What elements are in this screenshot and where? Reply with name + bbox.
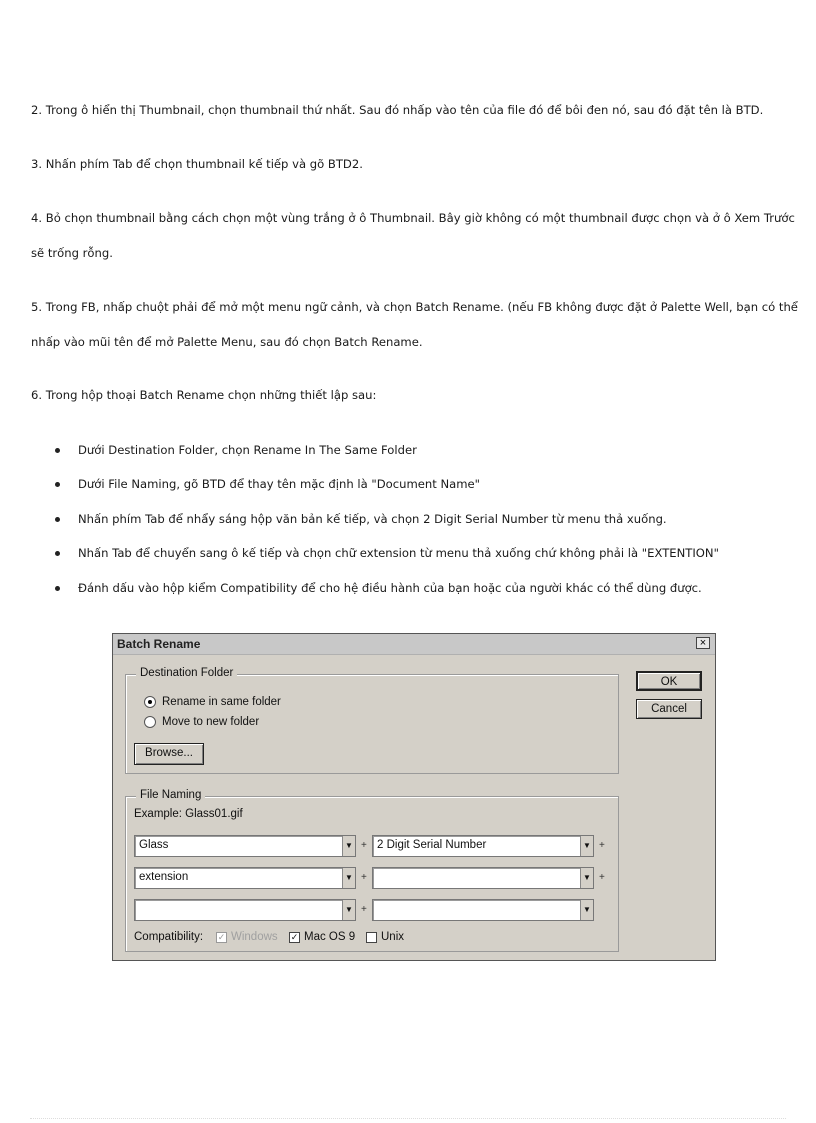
dialog-titlebar (113, 634, 715, 655)
list-item: Dưới File Naming, gõ BTD để thay tên mặc định là "Document Name" (55, 471, 719, 505)
step-5: 5. Trong FB, nhấp chuột phải để mở một menu ngữ cảnh, và chọn Batch Rename. (nếu FB không được đặt ở Palette Well, bạn có thể nhấp vào mũi tên để mở Palette Menu, sau đó chọn Batch Rename. (31, 300, 798, 349)
checkbox-unchecked-icon (366, 932, 377, 943)
settings-list (55, 437, 719, 609)
chevron-down-icon: ▼ (342, 900, 355, 920)
radio-move-new-folder[interactable]: Move to new folder (144, 716, 259, 728)
radio-rename-same-folder[interactable]: Rename in same folder (144, 696, 281, 708)
step-4: 4. Bỏ chọn thumbnail bằng cách chọn một vùng trắng ở ô Thumbnail. Bây giờ không có một thumbnail được chọn và ở ô Xem Trước sẽ trống rỗng. (31, 211, 795, 260)
list-item: Nhấn phím Tab để nhẩy sáng hộp văn bản kế tiếp, và chọn 2 Digit Serial Number từ menu thả xuống. (55, 506, 719, 540)
radio-unchecked-icon (144, 716, 156, 728)
step-2: 2. Trong ô hiển thị Thumbnail, chọn thumbnail thứ nhất. Sau đó nhấp vào tên của file đó để bôi đen nó, sau đó đặt tên là BTD. (31, 103, 764, 117)
bullet-icon (55, 482, 60, 487)
file-naming-group (125, 789, 619, 952)
destination-folder-label: Destination Folder (136, 667, 237, 679)
page-divider (30, 1118, 786, 1119)
chevron-down-icon: ▼ (580, 836, 593, 856)
step-3: 3. Nhấn phím Tab để chọn thumbnail kế tiếp và gõ BTD2. (31, 157, 363, 171)
naming-example: Example: Glass01.gif (134, 808, 243, 820)
bullet-icon (55, 586, 60, 591)
file-naming-label: File Naming (136, 789, 205, 801)
chevron-down-icon: ▼ (580, 900, 593, 920)
plus-icon: + (599, 872, 605, 883)
naming-select-1[interactable]: Glass ▼ (134, 835, 356, 857)
bullet-icon (55, 551, 60, 556)
naming-select-6[interactable] (372, 899, 594, 921)
plus-icon: + (599, 840, 605, 851)
checkbox-mac-os-9[interactable]: ✓ Mac OS 9 (290, 931, 356, 943)
bullet-icon (55, 517, 60, 522)
ok-button[interactable]: OK (636, 671, 702, 691)
dialog-title: Batch Rename (117, 637, 201, 651)
chevron-down-icon: ▼ (580, 868, 593, 888)
cancel-button[interactable]: Cancel (636, 699, 702, 719)
bullet-icon (55, 448, 60, 453)
plus-icon: + (361, 840, 367, 851)
list-item: Đánh dấu vào hộp kiểm Compatibility để cho hệ điều hành của bạn hoặc của người khác có thể dùng được. (55, 575, 719, 609)
destination-folder-group (125, 667, 619, 774)
radio-checked-icon (144, 696, 156, 708)
chevron-down-icon: ▼ (342, 836, 355, 856)
step-6: 6. Trong hộp thoại Batch Rename chọn những thiết lập sau: (31, 388, 377, 402)
checkbox-windows[interactable]: ✓ Windows (217, 931, 278, 943)
close-icon[interactable]: × (696, 637, 710, 649)
naming-select-4[interactable] (372, 867, 594, 889)
chevron-down-icon: ▼ (342, 868, 355, 888)
plus-icon: + (361, 872, 367, 883)
compatibility-label: Compatibility: (134, 931, 204, 943)
checkbox-unix[interactable]: Unix (366, 931, 404, 943)
browse-button[interactable]: Browse... (134, 743, 204, 765)
naming-select-5[interactable] (134, 899, 356, 921)
naming-select-2[interactable]: 2 Digit Serial Number ▼ (372, 835, 594, 857)
naming-select-3[interactable]: extension ▼ (134, 867, 356, 889)
list-item: Dưới Destination Folder, chọn Rename In The Same Folder (55, 437, 719, 471)
plus-icon: + (361, 904, 367, 915)
list-item: Nhấn Tab để chuyển sang ô kế tiếp và chọn chữ extension từ menu thả xuống chứ không phải là "EXTENTION" (55, 540, 719, 574)
checkbox-checked-icon: ✓ (217, 931, 226, 942)
batch-rename-dialog (112, 633, 716, 961)
checkbox-checked-icon: ✓ (290, 931, 299, 942)
